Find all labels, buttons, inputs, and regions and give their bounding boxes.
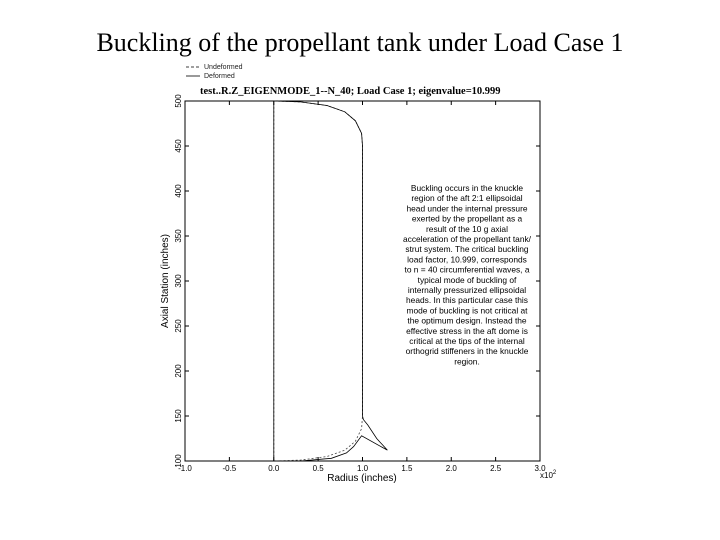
deformed-series-line (274, 101, 388, 461)
x-axis-label: Radius (inches) (327, 473, 397, 484)
y-tick-label: 250 (174, 319, 183, 333)
annotation-line: acceleration of the propellant tank/ (402, 234, 532, 244)
x-axis-multiplier (540, 470, 557, 480)
annotation-text (403, 183, 532, 366)
x-tick-label: 1.0 (356, 464, 369, 473)
legend (186, 64, 243, 80)
x-tick-label: 2.0 (445, 464, 457, 473)
annotation-line: region. (454, 356, 480, 367)
annotation-line: to n = 40 circumferential waves, a (404, 264, 530, 275)
legend-undeformed-label: Undeformed (204, 64, 243, 71)
slide-title: Buckling of the propellant tank under Load Case 1 (96, 28, 624, 57)
legend-deformed-label: Deformed (204, 73, 235, 80)
y-tick-label: 450 (174, 139, 183, 153)
annotation-line: head under the internal pressure (406, 203, 528, 214)
x-tick-label: 3.0 (534, 464, 546, 473)
plot-title: test..R.Z_EIGENMODE_1--N_40; Load Case 1; eigenvalue=10.999 (200, 86, 501, 97)
x-tick-label: 0.0 (268, 464, 280, 473)
undeformed-series-line (274, 101, 363, 461)
annotation-line: orthogrid stiffeners in the knuckle (405, 346, 529, 357)
y-tick-label: 100 (174, 454, 183, 468)
annotation-line: mode of buckling is not critical at (406, 305, 528, 316)
x-tick-label: 2.5 (490, 464, 502, 473)
x-tick-label: -0.5 (222, 464, 237, 473)
y-tick-label: 350 (174, 229, 183, 243)
annotation-line: strut system. The critical buckling (405, 244, 529, 255)
y-tick-label: 150 (174, 409, 183, 423)
annotation-line: exerted by the propellant as a (411, 213, 523, 224)
x-tick-label: 0.5 (312, 464, 324, 473)
y-tick-label: 200 (174, 364, 183, 378)
annotation-line: heads. In this particular case this (406, 295, 528, 306)
annotation-line: the optimum design. Instead the (407, 315, 527, 326)
x-tick-label: 1.5 (401, 464, 413, 473)
y-tick-label: 300 (174, 274, 183, 288)
annotation-line: region of the aft 2:1 ellipsoidal (411, 193, 523, 204)
x-tick-label: -1.0 (178, 464, 192, 473)
annotation-line: critical at the tips of the internal (409, 336, 525, 346)
annotation-line: result of the 10 g axial (426, 223, 508, 234)
x-multiplier-base: x10 (540, 471, 553, 480)
annotation-line: load factor, 10.999, corresponds (407, 254, 527, 265)
x-multiplier-exponent: 2 (552, 470, 557, 476)
series-layer (274, 101, 388, 461)
y-tick-label: 500 (174, 94, 183, 108)
annotation-line: effective stress in the aft dome is (406, 325, 528, 336)
y-axis-label: Axial Station (inches) (160, 234, 171, 328)
annotation-line: internally pressurized ellipsoidal (407, 285, 527, 295)
annotation-line: typical mode of buckling of (417, 274, 517, 285)
y-tick-label: 400 (174, 184, 183, 198)
annotation-line: Buckling occurs in the knuckle (410, 183, 524, 193)
